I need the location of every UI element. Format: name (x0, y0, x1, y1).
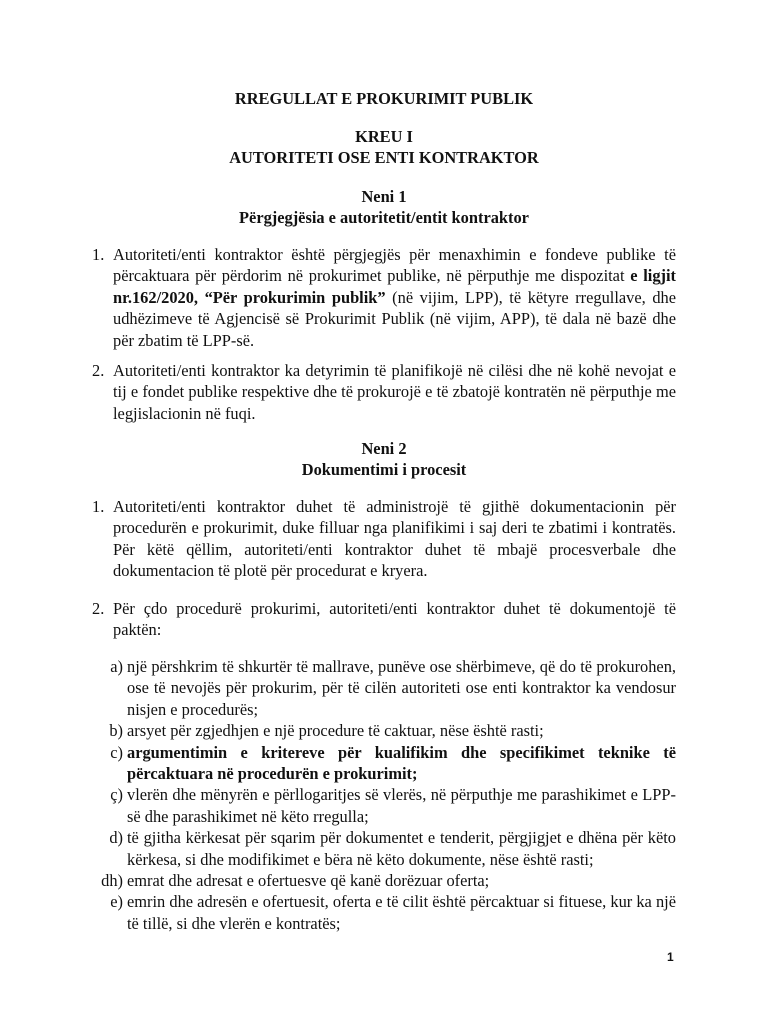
chapter-heading (0, 126, 768, 169)
list-item-text: argumentimin e kritereve për kualifikim dhe specifikimet teknike të përcaktuara në procedurën e prokurimit; (127, 742, 676, 784)
list-item-text: emrin dhe adresën e ofertuesit, oferta e të cilit është përcaktuar si fituese, kur ka një të tillë, si dhe vlerën e kontratës; (127, 892, 676, 933)
paragraph-text: Autoriteti/enti kontraktor duhet të administrojë të gjithë dokumentacionin për procedurën e prokurimit, duke filluar nga planifikimi i saj deri te zbatimi i kontratës. Për këtë qëllim, autoriteti/enti kontraktor duhet të mbajë procesverbale dhe dokumentacion të plotë për procedurat e kryera. (113, 497, 676, 581)
paragraph-text-part-b: (në vijim, LPP), të këtyre rregullave, dhe udhëzimeve të Agjencisë së Prokurimit Publik (në vijim, APP), të dala në bazë dhe për zbatim të LPP-së. (113, 287, 676, 350)
list-item-label: c) (110, 742, 123, 762)
article-2-paragraph-1 (92, 496, 676, 582)
article-1-title: Përgjegjësia e autoritetit/entit kontraktor (239, 208, 529, 228)
list-item-label: a) (110, 657, 123, 676)
list-item-label: e) (110, 892, 123, 912)
list-item (92, 891, 676, 934)
list-item-text: të gjitha kërkesat për sqarim për dokumentet e tenderit, përgjigjet e dhëna për këto kërkesa, si dhe modifikimet e bëra në këto dokumente, nëse është rasti; (127, 828, 676, 869)
article-1-paragraph-1 (92, 244, 676, 351)
list-item-label: ç) (110, 785, 123, 805)
paragraph-number: 2. (92, 599, 105, 618)
paragraph-number: 2. (92, 361, 105, 380)
list-item-text: vlerën dhe mënyrën e përllogaritjes së vlerës, në përputhje me parashikimet e LPP-së dhe parashikimet në këto rregulla; (127, 785, 676, 826)
article-1-paragraph-2 (92, 360, 676, 424)
list-item-label: d) (109, 828, 123, 848)
list-item (92, 870, 676, 891)
article-2-heading (0, 438, 768, 481)
paragraph-text: Autoriteti/enti kontraktor ka detyrimin të planifikojë në cilësi dhe në kohë nevojat e tij e fondet publike respektive dhe të prokurojë e të zbatojë kontratën në përputhje me legjislacionin në fuqi. (113, 361, 676, 423)
list-item (92, 720, 676, 741)
paragraph-text: Për çdo procedurë prokurimi, autoriteti/enti kontraktor duhet të dokumentojë të paktën: (113, 599, 676, 640)
paragraph-text (113, 244, 676, 351)
article-2-paragraph-2 (92, 598, 676, 641)
paragraph-number: 1. (92, 497, 105, 516)
list-item (92, 784, 676, 827)
list-item-text: një përshkrim të shkurtër të mallrave, punëve ose shërbimeve, që do të prokurohen, ose të nevojës për prokurim, për të cilën autoriteti ose enti kontraktor ka vendosur nisjen e procedurës; (127, 657, 676, 719)
list-item (92, 656, 676, 720)
list-item-label: dh) (101, 871, 123, 891)
list-item (92, 742, 676, 785)
list-item-label: b) (109, 721, 123, 741)
law-reference: e ligjit nr.162/2020, “Për prokurimin publik” (113, 266, 676, 307)
paragraph-text-part-a: Autoriteti/enti kontraktor është përgjegjës për menaxhimin e fondeve publike të përcaktuara për përdorim në prokurimet publike, në përputhje me dispozitat (113, 245, 676, 286)
document-title: RREGULLAT E PROKURIMIT PUBLIK (234, 89, 534, 108)
list-item-text: arsyet për zgjedhjen e një procedure të caktuar, nëse është rasti; (127, 721, 544, 741)
list-item-text: emrat dhe adresat e ofertuesve që kanë dorëzuar oferta; (127, 871, 490, 891)
article-2-label: Neni 2 (361, 439, 407, 458)
list-item (92, 827, 676, 870)
paragraph-number: 1. (92, 245, 105, 264)
article-1-label: Neni 1 (361, 187, 407, 206)
chapter-title: AUTORITETI OSE ENTI KONTRAKTOR (229, 148, 539, 168)
chapter-label: KREU I (355, 127, 413, 146)
article-1-heading (0, 186, 768, 229)
article-2-item-list (92, 656, 676, 934)
page-number: 1 (667, 950, 674, 964)
article-2-title: Dokumentimi i procesit (301, 460, 467, 480)
